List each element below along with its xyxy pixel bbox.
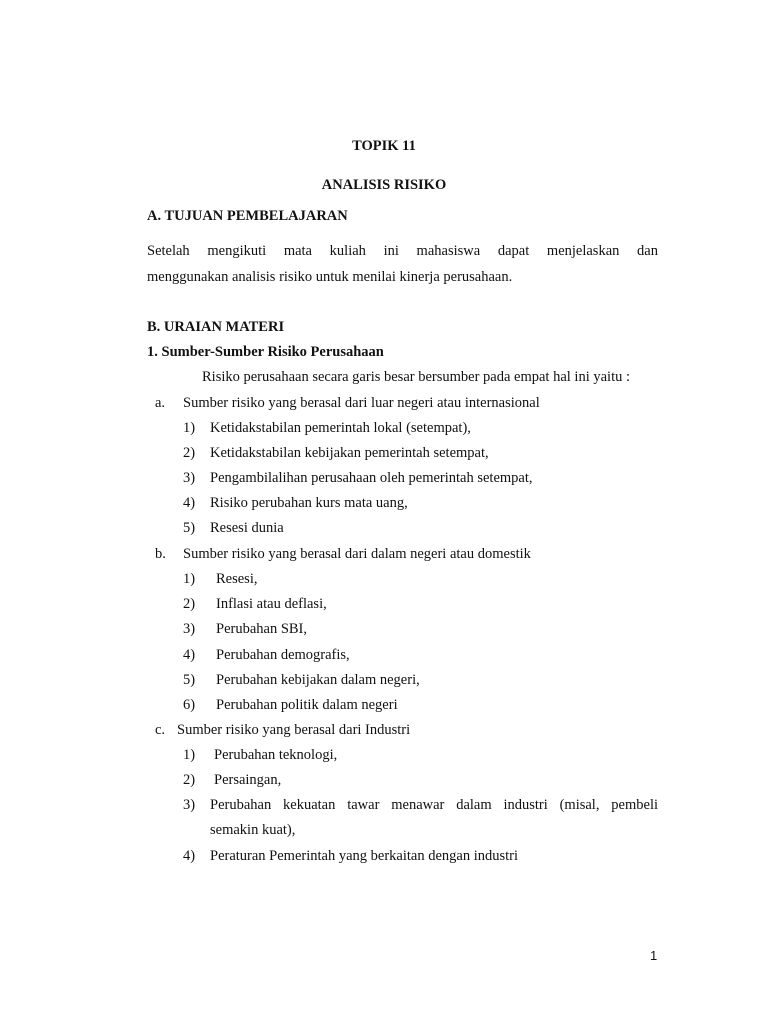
list-item-number: 4) — [183, 647, 196, 663]
list-item-number: 6) — [183, 697, 196, 713]
list-item-number: 1) — [183, 571, 196, 587]
document-subtitle: ANALISIS RISIKO — [321, 177, 447, 193]
list-item-number: 3) — [183, 797, 196, 813]
list-group-label: Sumber risiko yang berasal dari dalam negeri atau domestik — [183, 546, 531, 562]
list-item: Ketidakstabilan pemerintah lokal (setempat), — [210, 420, 471, 436]
list-marker: a. — [155, 395, 166, 411]
list-item-number: 2) — [183, 596, 196, 612]
section-b-intro: Risiko perusahaan secara garis besar bersumber pada empat hal ini yaitu : — [202, 369, 630, 385]
list-item-number: 1) — [183, 420, 196, 436]
list-item: Risiko perubahan kurs mata uang, — [210, 495, 408, 511]
list-item: Resesi dunia — [210, 520, 284, 536]
list-item: Persaingan, — [214, 772, 282, 788]
list-item: Peraturan Pemerintah yang berkaitan dengan industri — [210, 848, 519, 864]
section-a-paragraph-line-2: menggunakan analisis risiko untuk menilai kinerja perusahaan. — [147, 269, 513, 285]
section-a-paragraph-line-1: Setelah mengikuti mata kuliah ini mahasiswa dapat menjelaskan dan — [147, 243, 658, 259]
list-group-label: Sumber risiko yang berasal dari Industri — [177, 722, 411, 738]
list-item-number: 5) — [183, 672, 196, 688]
list-item: Perubahan kebijakan dalam negeri, — [216, 672, 420, 688]
list-item-continuation: semakin kuat), — [210, 822, 296, 838]
list-item-number: 3) — [183, 470, 196, 486]
list-item-number: 2) — [183, 772, 196, 788]
document-title: TOPIK 11 — [352, 138, 416, 154]
list-item: Pengambilalihan perusahaan oleh pemerintah setempat, — [210, 470, 533, 486]
list-item: Ketidakstabilan kebijakan pemerintah setempat, — [210, 445, 489, 461]
list-item: Perubahan demografis, — [216, 647, 350, 663]
list-item: Perubahan politik dalam negeri — [216, 697, 398, 713]
list-item-number: 5) — [183, 520, 196, 536]
page-number: 1 — [650, 948, 658, 963]
list-item-number: 2) — [183, 445, 196, 461]
list-item: Perubahan kekuatan tawar menawar dalam industri (misal, pembeli — [210, 797, 658, 813]
section-b-subheading: 1. Sumber-Sumber Risiko Perusahaan — [147, 344, 384, 360]
section-b-heading: B. URAIAN MATERI — [147, 319, 285, 335]
list-group-label: Sumber risiko yang berasal dari luar negeri atau internasional — [183, 395, 540, 411]
list-item: Inflasi atau deflasi, — [216, 596, 327, 612]
list-item-number: 4) — [183, 848, 196, 864]
section-a-heading: A. TUJUAN PEMBELAJARAN — [147, 208, 348, 224]
list-marker: b. — [155, 546, 166, 562]
list-item: Perubahan SBI, — [216, 621, 308, 637]
list-marker: c. — [155, 722, 166, 738]
list-item: Resesi, — [216, 571, 258, 587]
list-item-number: 4) — [183, 495, 196, 511]
list-item-number: 3) — [183, 621, 196, 637]
list-item-number: 1) — [183, 747, 196, 763]
list-item: Perubahan teknologi, — [214, 747, 338, 763]
